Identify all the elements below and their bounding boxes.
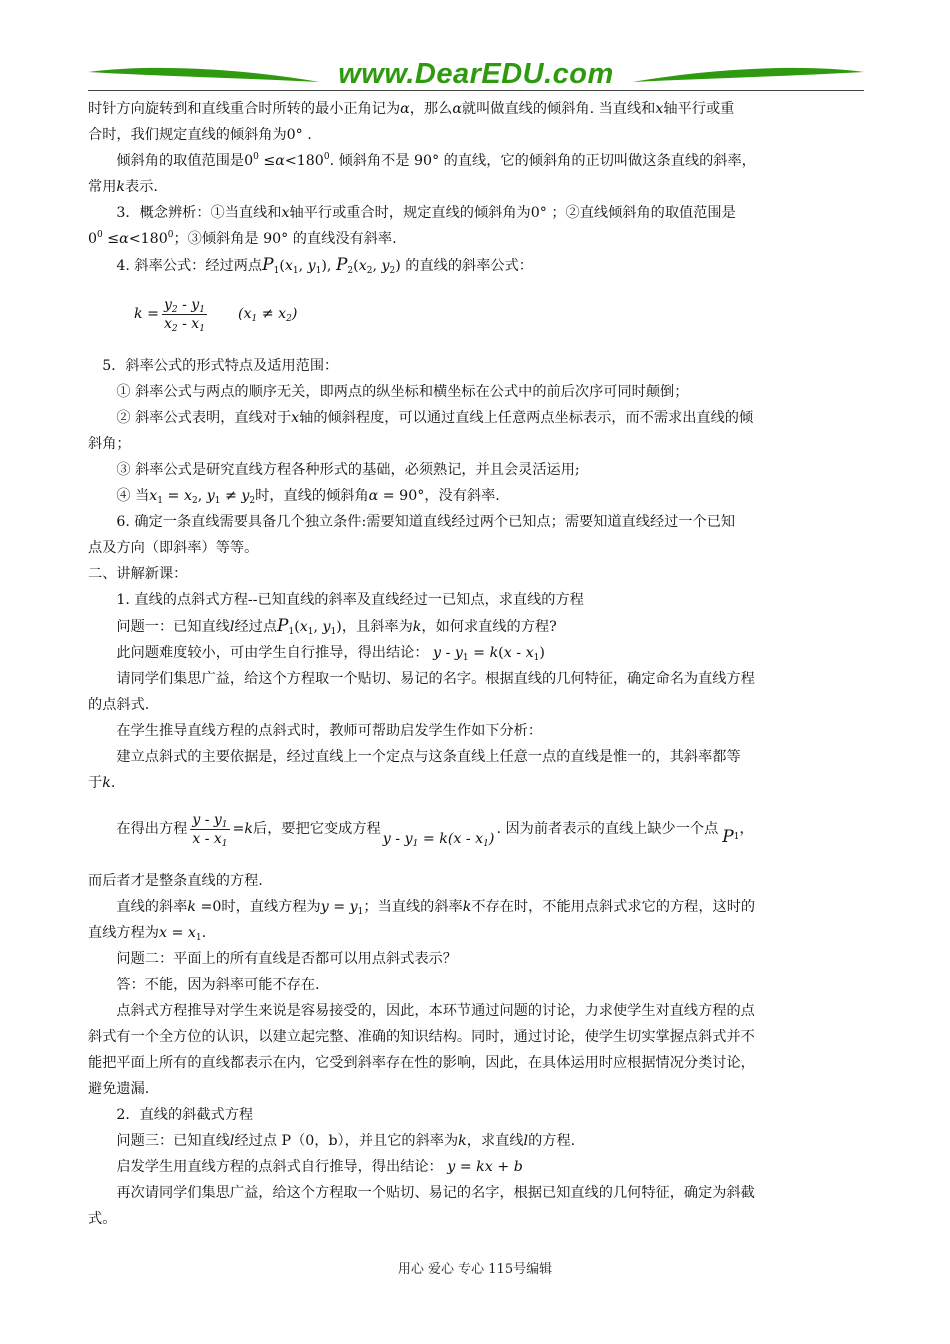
paragraph: 直线的斜率k =0时，直线方程为$y = y_1$；当直线的斜率k不存在时，不能用点斜式求它的方程，这时的	[116, 899, 756, 917]
paragraph: 斜角；	[88, 436, 131, 452]
paragraph: 启发学生用直线方程的点斜式自行推导，得出结论： y = kx + b	[116, 1159, 523, 1175]
paragraph: 答：不能，因为斜率可能不存在.	[116, 977, 320, 993]
paragraph: 6. 确定一条直线需要具备几个独立条件:需要知道直线经过两个已知点；需要知道直线经过一个已知	[116, 514, 736, 530]
paragraph: 避免遗漏.	[88, 1081, 150, 1097]
paragraph: 请同学们集思广益，给这个方程取一个贴切、易记的名字。根据直线的几何特征，确定命名为直线方程	[116, 671, 755, 687]
paragraph: 于k.	[88, 775, 116, 791]
paragraph-with-fraction: 在得出方程 $\frac{y - y_1}{x - x_1}$ =k 后，要把它变成方程 $y - y_1 = k(x - x_1)$ . 因为前者表示的直线上缺少一个点 P $_1$ ，	[116, 811, 754, 849]
paragraph: ① 斜率公式与两点的顺序无关，即两点的纵坐标和横坐标在公式中的前后次序可同时颠倒；	[116, 384, 689, 400]
paragraph: 问题三：已知直线l经过点 P（0，b），并且它的斜率为k，求直线l的方程.	[116, 1133, 576, 1149]
subsection-heading: 2．直线的斜截式方程	[116, 1107, 254, 1123]
paragraph: 4. 斜率公式：经过两点$P_1(x_1$, $y_1$), $P_2(x_2$, $y_2$) 的直线的斜率公式：	[116, 255, 533, 276]
paragraph: 在学生推导直线方程的点斜式时，教师可帮助启发学生作如下分析：	[116, 723, 543, 739]
paragraph: ③ 斜率公式是研究直线方程各种形式的基础，必须熟记，并且会灵活运用;	[116, 462, 580, 478]
paragraph: 的点斜式.	[88, 697, 150, 713]
site-logo-text: www.DearEDU.com	[338, 58, 614, 90]
paragraph: 此问题难度较小，可由学生自行推导，得出结论： $y - y_1 = k(x - x_1)$	[116, 645, 545, 663]
page-header	[88, 56, 864, 98]
header-rule	[88, 90, 864, 91]
paragraph: 直线方程为$x = x_1$.	[88, 925, 207, 943]
paragraph: $0^0 \le\alpha<180^0$；③倾斜角是 90° 的直线没有斜率.	[88, 230, 397, 247]
paragraph: 而后者才是整条直线的方程.	[88, 873, 263, 889]
paragraph: 建立点斜式的主要依据是，经过直线上一个定点与这条直线上任意一点的直线是惟一的，其斜率都等	[116, 749, 741, 765]
paragraph: 时针方向旋转到和直线重合时所转的最小正角记为α，那么α就叫做直线的倾斜角. 当直线和x轴平行或重	[88, 101, 735, 117]
paragraph: 能把平面上所有的直线都表示在内，它受到斜率存在性的影响，因此，在具体运用时应根据情况分类讨论，	[88, 1055, 755, 1071]
paragraph: 点及方向（即斜率）等等。	[88, 540, 259, 556]
paragraph: 5．斜率公式的形式特点及适用范围：	[102, 358, 339, 374]
paragraph: 再次请同学们集思广益，给这个方程取一个贴切、易记的名字，根据已知直线的几何特征，确定为斜截	[116, 1185, 755, 1201]
paragraph: 斜式有一个全方位的认识，以建立起完整、准确的知识结构。同时，通过讨论，使学生切实掌握点斜式并不	[88, 1029, 755, 1045]
paragraph: ② 斜率公式表明，直线对于x轴的倾斜程度，可以通过直线上任意两点坐标表示，而不需求出直线的倾	[116, 410, 754, 426]
section-heading: 二、讲解新课：	[88, 566, 188, 582]
page-footer: 用心 爱心 专心 115号编辑	[397, 1262, 553, 1277]
paragraph: 问题一：已知直线l经过点$P_1(x_1$, $y_1$)，且斜率为k，如何求直线的方程?	[116, 616, 557, 637]
paragraph: ④ 当$x_1 = x_2$, $y_1 \ne y_2$时，直线的倾斜角α = 90°，没有斜率.	[116, 488, 500, 506]
subsection-heading: 1. 直线的点斜式方程--已知直线的斜率及直线经过一已知点，求直线的方程	[116, 592, 584, 608]
paragraph: 点斜式方程推导对学生来说是容易接受的，因此，本环节通过问题的讨论，力求使学生对直线方程的点	[116, 1003, 755, 1019]
paragraph: 3．概念辨析：①当直线和x轴平行或重合时，规定直线的倾斜角为0° ；②直线倾斜角的取值范围是	[116, 205, 736, 221]
slope-formula: k = $\frac{y_2 - y_1}{x_2 - x_1}$ $(x_1 \ne x_2)$	[134, 296, 298, 334]
paragraph: 倾斜角的取值范围是$0^0 \le\alpha<180^0$. 倾斜角不是 90° 的直线，它的倾斜角的正切叫做这条直线的斜率，	[116, 152, 756, 169]
paragraph: 常用k表示.	[88, 179, 158, 195]
paragraph: 式。	[88, 1211, 117, 1227]
document-body	[88, 96, 864, 1232]
paragraph: 合时，我们规定直线的倾斜角为0° .	[88, 127, 312, 143]
paragraph: 问题二：平面上的所有直线是否都可以用点斜式表示？	[116, 951, 457, 967]
